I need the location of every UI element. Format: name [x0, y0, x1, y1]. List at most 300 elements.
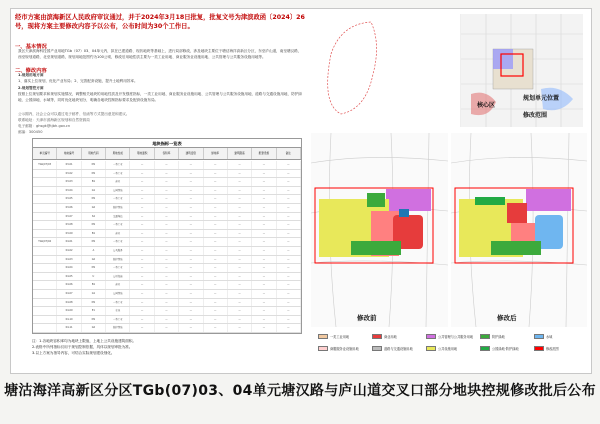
table-cell [33, 316, 57, 324]
map-before-label: 修改前 [357, 314, 377, 322]
table-cell: — [155, 299, 179, 307]
table-cell: 03-07 [57, 213, 81, 221]
table-cell: — [228, 273, 252, 281]
table-cell: — [179, 307, 203, 315]
contact-line-2: 联系地址：天津市滨海新区规划和自然资源局 [18, 118, 90, 122]
table-cell: 04-11 [57, 324, 81, 332]
table-cell: — [228, 299, 252, 307]
table-cell: 03-03 [57, 178, 81, 186]
table-cell: — [252, 324, 276, 332]
table-cell: — [277, 281, 301, 289]
table-cell: — [179, 316, 203, 324]
table-cell: — [277, 195, 301, 203]
table-cell: — [228, 264, 252, 272]
table-cell: — [228, 307, 252, 315]
table-cell: — [228, 213, 252, 221]
table-cell: — [155, 204, 179, 212]
table-cell: M1 [82, 170, 106, 178]
legend-label: 水域 [546, 335, 553, 339]
table-cell: — [277, 230, 301, 238]
table-cell: — [130, 264, 154, 272]
table-row [33, 178, 301, 187]
table-cell: — [228, 178, 252, 186]
table-cell: 一类工业 [106, 316, 130, 324]
table-cell: — [155, 238, 179, 246]
table-cell: — [277, 221, 301, 229]
table-cell: — [130, 256, 154, 264]
table-cell: — [277, 187, 301, 195]
table-cell [33, 178, 57, 186]
table-cell: — [204, 281, 228, 289]
table-cell: 03-02 [57, 170, 81, 178]
table-row [33, 238, 301, 247]
table-cell: 公共服务 [106, 247, 130, 255]
announcement-headline: 经市方案由滨海新区人民政府审议通过，并于2024年3月18日批复，批复文号为津滨政函〔2024〕26号，现将方案主要修改内容予以公布，公布时间为30个工作日。 [15, 14, 305, 30]
table-cell [33, 230, 57, 238]
table-row [33, 307, 301, 316]
table-cell: — [155, 281, 179, 289]
table-cell [33, 281, 57, 289]
table-cell: 一类工业 [106, 221, 130, 229]
table-header-cell: 用地性质 [106, 148, 130, 159]
table-cell: — [228, 204, 252, 212]
table-cell: — [277, 178, 301, 186]
legend-item [534, 346, 559, 351]
section-changes: 二、修改内容 [15, 68, 47, 74]
table-cell: — [130, 299, 154, 307]
table-cell: — [277, 161, 301, 169]
table-cell [33, 187, 57, 195]
section-basic: 一、基本情况 [15, 44, 47, 50]
table-cell: — [155, 273, 179, 281]
table-cell [33, 256, 57, 264]
table-cell: — [252, 238, 276, 246]
table-cell: — [252, 204, 276, 212]
table-cell: — [130, 281, 154, 289]
table-cell: A [82, 247, 106, 255]
table-cell: — [179, 170, 203, 178]
table-cell: — [130, 238, 154, 246]
legend-label: 道路与交通设施用地 [384, 347, 413, 351]
map-before-graphic [311, 133, 448, 327]
legend-item [426, 334, 473, 339]
table-cell: 商业 [106, 178, 130, 186]
table-cell: — [228, 324, 252, 332]
table-cell: — [228, 247, 252, 255]
legend-item [534, 334, 552, 339]
legend-swatch [480, 346, 490, 351]
table-row [33, 264, 301, 273]
table-header-cell: 地块编号 [57, 148, 81, 159]
contact-line-1: 公示期内，社会公众可以通过电子邮件、信函等方式提出意见和建议。 [18, 112, 130, 116]
section-basic-body: 我区天津滨海科技园产业用地TGb（07）03、04单元内，拟在已建道路、现状地块等基础上，进行局部修改，涉及地块主要位于塘沽海洋高新区分区，东至庐山道，南至塘汉路，西至规划道路，北至规划道路，规划用地范围约为100公顷，修改后用地性质主要为一类工业用地、商业服务业设施用地、公共管理与公共服务设施用地等。 [18, 49, 302, 59]
legend-swatch [318, 334, 328, 339]
legend-item [318, 334, 349, 339]
table-cell: — [130, 316, 154, 324]
table-cell: 一类工业 [106, 264, 130, 272]
table-row [33, 161, 301, 170]
table-cell: — [252, 290, 276, 298]
table-row [33, 213, 301, 222]
table-cell: 防护绿地 [106, 256, 130, 264]
page-title: 塘沽海洋高新区分区TGb(07)03、04单元塘汉路与庐山道交叉口部分地块控规修改批后公布 [4, 383, 596, 399]
table-cell: — [204, 230, 228, 238]
legend-label: 公共设施用地 [438, 347, 458, 351]
table-cell: — [130, 230, 154, 238]
table-cell [33, 195, 57, 203]
legend-item [480, 346, 519, 351]
contact-email: 电子邮箱：ghsgk@tjbh.gov.cn [18, 124, 71, 128]
table-cell: — [277, 299, 301, 307]
table-header-row [33, 148, 301, 160]
table-cell: — [204, 273, 228, 281]
map-after-label: 修改后 [497, 314, 517, 322]
table-cell [33, 247, 57, 255]
table-cell: 03-05 [57, 195, 81, 203]
table-cell: 04-04 [57, 264, 81, 272]
table-cell: — [252, 213, 276, 221]
table-cell: 04-03 [57, 256, 81, 264]
location-map [311, 14, 583, 127]
table-cell: TGb(07)03 [33, 161, 57, 169]
table-cell: — [277, 316, 301, 324]
table-cell: — [179, 187, 203, 195]
table-cell: — [130, 161, 154, 169]
table-cell: — [204, 170, 228, 178]
table-cell [33, 324, 57, 332]
table-cell: B1 [82, 230, 106, 238]
table-cell: — [204, 264, 228, 272]
table-cell: M1 [82, 195, 106, 203]
table-cell: — [228, 221, 252, 229]
table-cell: — [277, 307, 301, 315]
legend-item [318, 346, 359, 351]
table-cell: — [130, 195, 154, 203]
table-row [33, 281, 301, 290]
table-cell: — [179, 221, 203, 229]
table-cell: — [228, 290, 252, 298]
table-cell: — [130, 307, 154, 315]
table-cell: S4 [82, 213, 106, 221]
table-cell: 03-04 [57, 187, 81, 195]
legend-item [372, 334, 397, 339]
table-cell: M1 [82, 299, 106, 307]
table-cell: — [277, 247, 301, 255]
legend-swatch [372, 346, 382, 351]
table-cell: — [155, 161, 179, 169]
table-row [33, 290, 301, 299]
table-cell: — [277, 256, 301, 264]
table-cell: — [228, 195, 252, 203]
table-cell: — [155, 247, 179, 255]
table-cell: — [179, 256, 203, 264]
table-cell: — [252, 307, 276, 315]
table-cell: — [204, 213, 228, 221]
table-cell: — [228, 281, 252, 289]
legend-swatch [426, 346, 436, 351]
changes-body1: 1、落实上位规划，优化产业布局；2、完善配套设施，提升土地利用效率。 [18, 79, 138, 83]
table-cell: — [277, 290, 301, 298]
table-cell: — [252, 247, 276, 255]
legend-swatch [534, 334, 544, 339]
table-cell: 04-08 [57, 299, 81, 307]
table-cell: — [252, 281, 276, 289]
table-cell: — [252, 230, 276, 238]
table-cell: — [155, 324, 179, 332]
table-cell: G1 [82, 290, 106, 298]
table-cell: 一类工业 [106, 238, 130, 246]
table-cell: — [228, 256, 252, 264]
table-row [33, 195, 301, 204]
table-note: 3.以上方案为指导内容，可结合实际规划建设细化。 [32, 351, 115, 355]
legend-label: 公共管理与公共服务用地 [438, 335, 474, 339]
table-cell: — [130, 178, 154, 186]
table-cell: — [228, 161, 252, 169]
table-cell: — [204, 221, 228, 229]
table-cell: 03-08 [57, 221, 81, 229]
label-core-area: 核心区 [477, 102, 496, 109]
table-cell: — [179, 238, 203, 246]
table-row [33, 299, 301, 308]
table-cell: — [204, 316, 228, 324]
table-cell: — [228, 187, 252, 195]
table-cell: — [204, 178, 228, 186]
table-cell: — [155, 213, 179, 221]
legend-swatch [318, 346, 328, 351]
table-cell: — [179, 290, 203, 298]
table-cell: — [277, 324, 301, 332]
table-cell: — [204, 247, 228, 255]
table-cell: — [204, 161, 228, 169]
table-cell: 04-07 [57, 290, 81, 298]
table-cell: — [155, 170, 179, 178]
table-cell: — [204, 238, 228, 246]
table-cell: — [179, 204, 203, 212]
table-cell: E1 [82, 307, 106, 315]
table-cell: G2 [82, 324, 106, 332]
table-cell: — [179, 273, 203, 281]
table-cell: — [155, 307, 179, 315]
label-unit-location: 规划单元位置 [523, 95, 560, 102]
table-cell: — [130, 247, 154, 255]
table-cell: — [228, 238, 252, 246]
table-cell: — [155, 230, 179, 238]
legend-label: 公园绿地·防护绿地 [492, 347, 519, 351]
legend-swatch [534, 346, 544, 351]
table-header-cell: 单元编号 [33, 148, 57, 159]
table-cell: — [179, 264, 203, 272]
table-cell: M1 [82, 221, 106, 229]
legend-item [426, 346, 457, 351]
table-cell: — [252, 161, 276, 169]
table-cell: — [155, 316, 179, 324]
indicator-table [32, 138, 302, 334]
table-note: 2.表格中所列指标仅用于规划控制依据，具体以规划审批为准。 [32, 345, 133, 349]
table-header-cell: 用地面积 [130, 148, 154, 159]
table-row [33, 273, 301, 282]
table-cell: TGb(07)04 [33, 238, 57, 246]
table-cell: — [130, 170, 154, 178]
table-cell: 商业 [106, 281, 130, 289]
table-cell: — [179, 161, 203, 169]
table-cell: — [252, 170, 276, 178]
table-cell [33, 221, 57, 229]
changes-sub1: 1.规划用地方面 [18, 73, 44, 77]
table-cell [33, 307, 57, 315]
table-cell: — [204, 187, 228, 195]
table-cell [33, 170, 57, 178]
table-cell: — [252, 187, 276, 195]
table-cell [33, 204, 57, 212]
table-cell: 04-10 [57, 316, 81, 324]
table-cell [33, 299, 57, 307]
table-cell: — [277, 204, 301, 212]
table-body [33, 161, 301, 333]
table-cell: — [252, 195, 276, 203]
table-header-cell: 建筑限高 [228, 148, 252, 159]
table-cell: 一类工业 [106, 195, 130, 203]
legend-item [480, 334, 505, 339]
table-cell: — [277, 273, 301, 281]
table-cell: — [277, 264, 301, 272]
table-cell: — [155, 195, 179, 203]
table-cell: 04-06 [57, 281, 81, 289]
table-cell: — [179, 213, 203, 221]
table-note: 注：1.各地块容积率均为地块上限值，上地上公共设施建筑面积。 [32, 339, 137, 343]
table-cell: — [252, 273, 276, 281]
table-cell: B1 [82, 178, 106, 186]
table-cell: 04-02 [57, 247, 81, 255]
table-cell: 公用设施 [106, 273, 130, 281]
table-cell: — [204, 195, 228, 203]
table-cell: — [252, 221, 276, 229]
table-cell: 04-05 [57, 273, 81, 281]
table-row [33, 230, 301, 239]
table-row [33, 187, 301, 196]
map-before [311, 133, 448, 327]
table-cell: G2 [82, 204, 106, 212]
map-after [451, 133, 587, 327]
table-cell: 一类工业 [106, 299, 130, 307]
table-cell: — [179, 247, 203, 255]
table-cell: M1 [82, 161, 106, 169]
table-cell: — [228, 316, 252, 324]
legend-label: 商服服务业设施用地 [330, 347, 359, 351]
table-title: 地块指标一览表 [33, 139, 301, 148]
table-cell: — [130, 187, 154, 195]
table-header-cell: 绿地率 [204, 148, 228, 159]
legend-swatch [480, 334, 490, 339]
table-cell: — [204, 324, 228, 332]
table-row [33, 221, 301, 230]
table-cell: — [277, 238, 301, 246]
table-cell: — [277, 170, 301, 178]
table-header-cell: 建筑密度 [179, 148, 203, 159]
table-cell: — [179, 324, 203, 332]
table-row [33, 204, 301, 213]
table-cell: — [204, 307, 228, 315]
table-cell: — [179, 178, 203, 186]
table-cell: — [155, 187, 179, 195]
table-notes [32, 338, 302, 356]
table-row [33, 324, 301, 333]
table-cell: — [179, 299, 203, 307]
table-cell [33, 273, 57, 281]
table-cell: — [204, 204, 228, 212]
legend-swatch [372, 334, 382, 339]
table-cell: M1 [82, 264, 106, 272]
table-header-cell: 用地代码 [82, 148, 106, 159]
table-cell: M1 [82, 238, 106, 246]
table-cell: — [130, 273, 154, 281]
table-cell: — [130, 221, 154, 229]
table-header-cell: 备注 [277, 148, 301, 159]
table-cell: — [130, 204, 154, 212]
table-cell: — [228, 170, 252, 178]
table-cell: 一类工业 [106, 170, 130, 178]
table-cell: — [155, 178, 179, 186]
table-row [33, 170, 301, 179]
table-cell: 03-01 [57, 161, 81, 169]
table-cell: — [252, 299, 276, 307]
table-row [33, 316, 301, 325]
table-cell: — [204, 290, 228, 298]
table-cell: — [179, 230, 203, 238]
table-cell: — [252, 264, 276, 272]
table-cell: G2 [82, 256, 106, 264]
legend-label: 防护绿地 [492, 335, 505, 339]
table-cell: — [252, 256, 276, 264]
legend-label: 商业用地 [384, 335, 397, 339]
legend-item [372, 346, 413, 351]
table-cell: — [130, 290, 154, 298]
table-cell: 公园绿地 [106, 290, 130, 298]
legend-swatch [426, 334, 436, 339]
table-cell: — [204, 299, 228, 307]
table-cell: — [204, 256, 228, 264]
table-cell: 商业 [106, 230, 130, 238]
changes-body2: 按照上位规划要求和规划实施情况，调整相关地块的用地性质及开发强度指标，一类工业用地、商业服务业设施用地、公共管理与公共服务设施用地、道路与交通设施用地、防护绿地、公园绿地、水域等，同时优化地块划分，明确各地块控制指标要求及配套设施布局。 [18, 92, 302, 102]
table-cell: M1 [82, 316, 106, 324]
table-cell [33, 264, 57, 272]
table-header-cell: 配套设施 [252, 148, 276, 159]
label-modification-scope: 修改范围 [523, 112, 548, 119]
table-cell: — [155, 221, 179, 229]
table-row [33, 247, 301, 256]
table-cell: — [252, 316, 276, 324]
table-cell: 04-01 [57, 238, 81, 246]
table-cell: 03-06 [57, 204, 81, 212]
changes-sub2: 2.规划管控方面 [18, 86, 44, 90]
table-cell: — [179, 195, 203, 203]
table-cell [33, 213, 57, 221]
table-cell: — [130, 324, 154, 332]
map-legend [318, 334, 588, 364]
table-cell: 水域 [106, 307, 130, 315]
table-header-cell: 容积率 [155, 148, 179, 159]
map-after-graphic [451, 133, 587, 327]
table-cell: — [155, 290, 179, 298]
contact-postcode: 邮编：300450 [18, 130, 43, 134]
table-cell: — [155, 264, 179, 272]
table-cell: 防护绿地 [106, 204, 130, 212]
table-row [33, 256, 301, 265]
table-cell: 03-09 [57, 230, 81, 238]
table-cell: — [252, 178, 276, 186]
table-cell: B1 [82, 281, 106, 289]
table-cell: — [228, 230, 252, 238]
table-cell: 一类工业 [106, 161, 130, 169]
